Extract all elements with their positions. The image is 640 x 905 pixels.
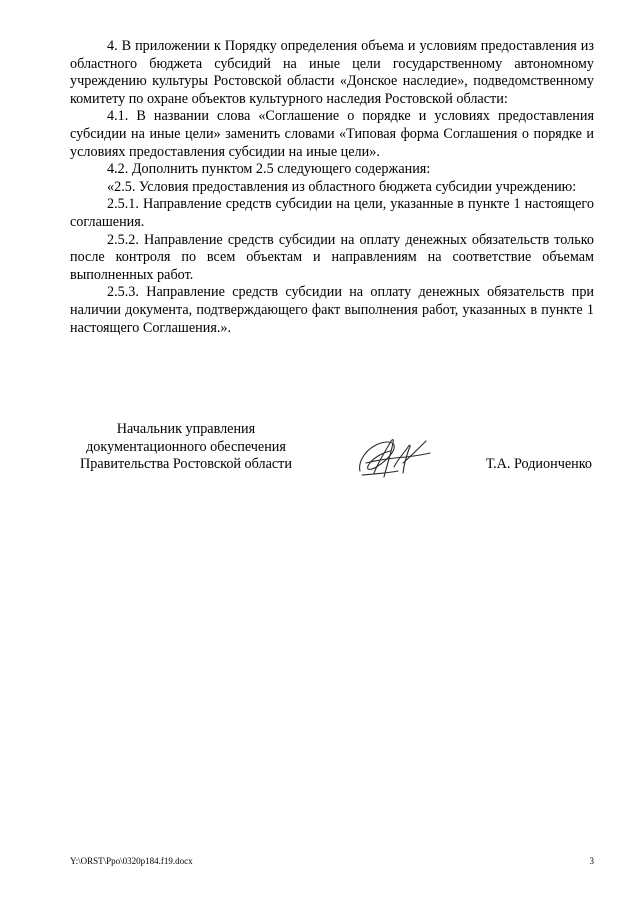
paragraph-2-5: «2.5. Условия предоставления из областного бюджета субсидии учреждению: <box>107 178 577 195</box>
signatory-title <box>70 421 302 474</box>
file-path: Y:\ORST\Ppo\0320p184.f19.docx <box>70 856 193 866</box>
signatory-title-line: документационного обеспечения <box>86 438 286 455</box>
handwritten-signature <box>354 433 436 483</box>
paragraph-4-1: 4.1. В названии слова «Соглашение о порядке и условиях предоставления субсидии на иные цели» заменить словами «Типовая форма Соглашения о порядке и условиях предоставления субсидии на иные цели». <box>70 108 594 160</box>
paragraph-2-5-2: 2.5.2. Направление средств субсидии на оплату денежных обязательств только после контроля по всем объектам и направлениям на соответствие объемам выполненных работ. <box>70 231 594 283</box>
signatory-title-line: Правительства Ростовской области <box>80 456 292 473</box>
signature-block <box>70 421 594 481</box>
document-body <box>70 38 594 337</box>
page-number: 3 <box>589 856 594 866</box>
signatory-title-line: Начальник управления <box>116 421 256 437</box>
paragraph-2-5-3: 2.5.3. Направление средств субсидии на оплату денежных обязательств при наличии документа, подтверждающего факт выполнения работ, указанных в пункте 1 настоящего Соглашения.». <box>70 284 594 336</box>
paragraph-4: 4. В приложении к Порядку определения объема и условиям предоставления из областного бюджета субсидий на иные цели государственному автономному учреждению культуры Ростовской области «Донское наследие», подведомственному комитету по охране объектов культурного наследия Ростовской области: <box>70 38 594 107</box>
paragraph-2-5-1: 2.5.1. Направление средств субсидии на цели, указанные в пункте 1 настоящего соглашения. <box>70 196 594 230</box>
signatory-name: Т.А. Родионченко <box>485 456 592 472</box>
paragraph-4-2: 4.2. Дополнить пунктом 2.5 следующего содержания: <box>107 161 431 178</box>
